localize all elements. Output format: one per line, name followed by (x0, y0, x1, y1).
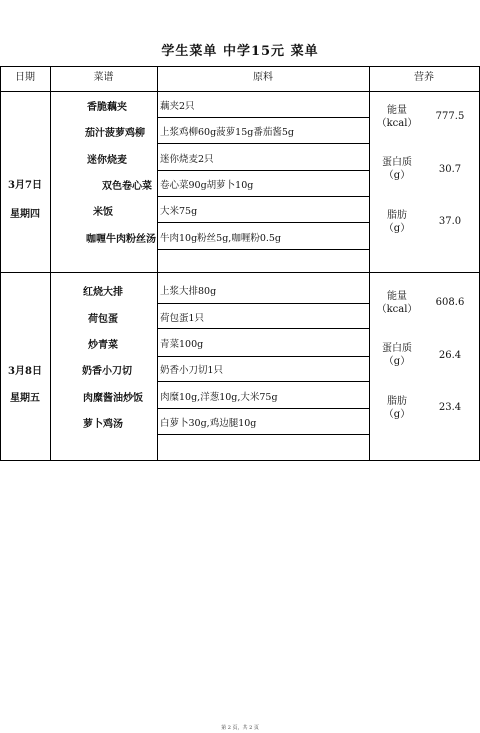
dish-name: 米饭 (93, 207, 113, 218)
page-title: 学生菜单 中学15元 菜单 (161, 44, 319, 59)
nutrition-label (372, 290, 422, 316)
ingredient-cell: 牛肉10g粉丝5g,咖喱粉0.5g (160, 233, 282, 244)
ingredient-cell: 青菜100g (160, 339, 204, 350)
nutrition-unit: （g） (383, 356, 411, 367)
day-weekday: 星期四 (10, 209, 40, 220)
nutrition-value: 30.7 (438, 164, 462, 175)
ingredient-cell: 荷包蛋1只 (160, 313, 205, 324)
nutrition-unit: （g） (383, 170, 411, 181)
ingredient-cell: 藕夹2只 (160, 101, 195, 112)
header-nutrition: 营养 (414, 72, 434, 83)
dish-name: 肉糜酱油炒饭 (83, 393, 143, 404)
dish-name: 红烧大排 (83, 287, 123, 298)
nutrition-label (372, 209, 422, 235)
nutrition-label (372, 395, 422, 421)
nutrition-value: 777.5 (435, 111, 465, 122)
nutrition-unit: （g） (383, 223, 411, 234)
ingredient-cell: 白萝卜30g,鸡边腿10g (160, 418, 257, 429)
dish-name: 奶香小刀切 (82, 366, 132, 377)
dish-name: 香脆藕夹 (87, 102, 127, 113)
dish-name: 茄汁菠萝鸡柳 (85, 128, 145, 139)
ingredient-cell: 肉糜10g,洋葱10g,大米75g (160, 392, 278, 403)
nutrition-unit: （g） (383, 409, 411, 420)
nutrition-value: 23.4 (438, 402, 462, 413)
dish-name: 双色卷心菜 (102, 181, 152, 192)
ingredient-cell: 上浆鸡柳60g菠萝15g番茄酱5g (160, 127, 294, 138)
header-ingredients: 原料 (253, 72, 273, 83)
nutrition-value: 26.4 (438, 350, 462, 361)
nutrition-label-text: 能量 (387, 291, 407, 302)
ingredient-cell: 上浆大排80g (160, 286, 217, 297)
dish-name: 炒青菜 (88, 340, 118, 351)
nutrition-label-text: 能量 (387, 105, 407, 116)
nutrition-label-text: 蛋白质 (382, 157, 412, 168)
ingredient-cell: 迷你烧麦2只 (160, 154, 214, 165)
day-weekday: 星期五 (10, 393, 40, 404)
ingredient-cell: 卷心菜90g胡萝卜10g (160, 180, 254, 191)
day-date: 3月8日 (8, 366, 42, 377)
nutrition-value: 37.0 (438, 216, 462, 227)
nutrition-label (372, 342, 422, 368)
ingredient-cell: 奶香小刀切1只 (160, 365, 224, 376)
ingredient-cell: 大米75g (160, 206, 198, 217)
nutrition-label-text: 脂肪 (387, 210, 407, 221)
nutrition-unit: （kcal） (376, 304, 418, 315)
nutrition-label (372, 104, 422, 130)
dish-name: 咖喱牛肉粉丝汤 (86, 234, 156, 245)
header-date: 日期 (15, 72, 35, 83)
nutrition-label-text: 蛋白质 (382, 343, 412, 354)
dish-name: 荷包蛋 (88, 314, 118, 325)
page-footer: 第 2 页，共 2 页 (221, 725, 259, 731)
nutrition-value: 608.6 (435, 297, 465, 308)
nutrition-label-text: 脂肪 (387, 396, 407, 407)
dish-name: 迷你烧麦 (87, 155, 127, 166)
nutrition-unit: （kcal） (376, 118, 418, 129)
nutrition-label (372, 156, 422, 182)
header-menu: 菜谱 (93, 72, 114, 83)
dish-name: 萝卜鸡汤 (83, 419, 123, 430)
day-date: 3月7日 (8, 180, 42, 191)
